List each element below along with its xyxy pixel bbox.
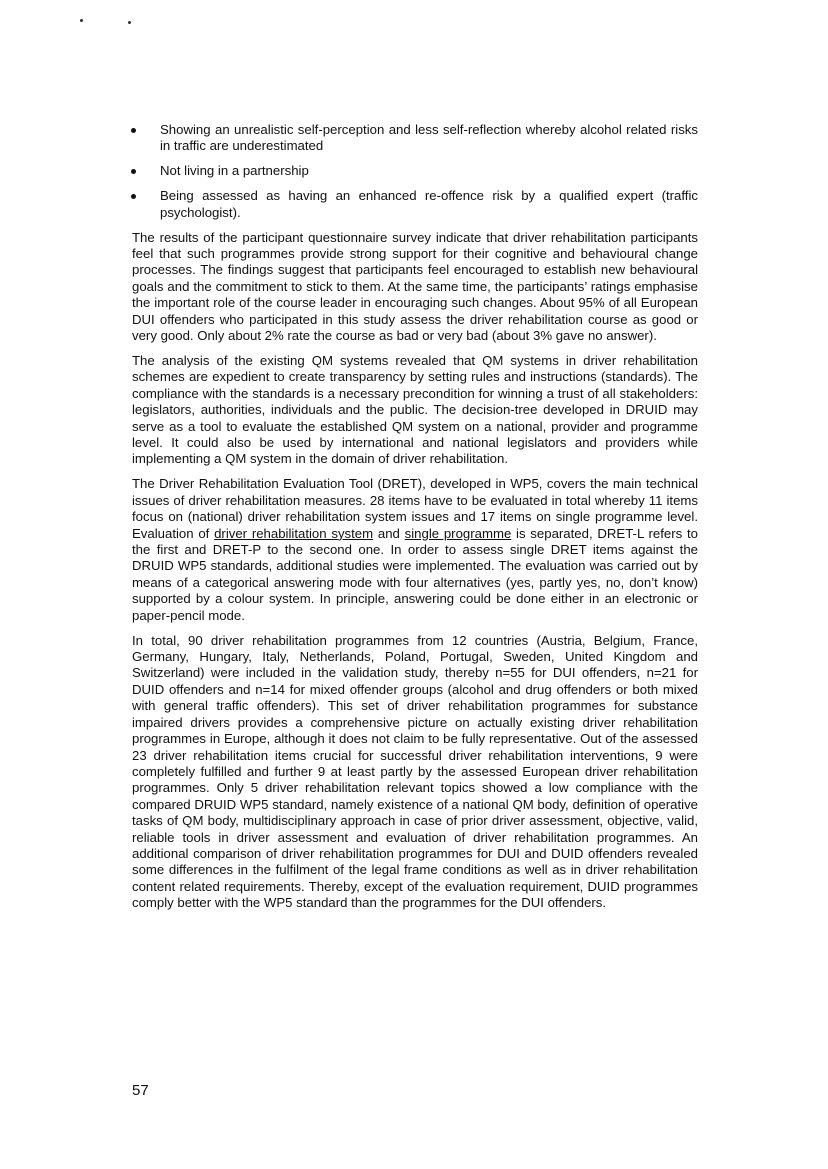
bullet-list xyxy=(132,122,698,221)
paragraph-text: is separated, DRET-L refers to the first and DRET-P to the second one. In order to assess single DRET items against the DRUID WP5 standards, additional studies were implemented. The evaluation was carried out by means of a categorical answering mode with four alternatives (yes, partly yes, no, don’t know) supported by a colour system. In principle, answering could be done either in an electronic or paper-pencil mode. xyxy=(132,525,698,623)
bullet-item xyxy=(132,188,698,221)
bullet-dot-icon xyxy=(131,128,136,133)
page-number: 57 xyxy=(132,1082,149,1099)
bullet-item xyxy=(132,122,698,155)
paragraph-dret xyxy=(132,476,698,624)
paragraph-survey-results: The results of the participant questionnaire survey indicate that driver rehabilitation participants feel that such programmes provide strong support for their cognitive and behavioural change processes. The findings suggest that participants feel encouraged to establish new behavioural goals and the commitment to stick to them. At the same time, the participants’ ratings emphasise the important role of the course leader in encouraging such changes. About 95% of all European DUI offenders who participated in this study assess the driver rehabilitation course as good or very good. Only about 2% rate the course as bad or very bad (about 3% gave no answer). xyxy=(132,229,698,343)
paragraph-validation-study: In total, 90 driver rehabilitation programmes from 12 countries (Austria, Belgium, France, Germany, Hungary, Italy, Netherlands, Poland, Portugal, Sweden, United Kingdom and Switzerland) were included in the validation study, thereby n=55 for DUI offenders, n=21 for DUID offenders and n=14 for mixed offender groups (alcohol and drug offenders or both mixed with general traffic offenders). This set of driver rehabilitation programmes for substance impaired drivers provides a comprehensive picture on actually existing driver rehabilitation programmes in Europe, although it does not claim to be fully representative. Out of the assessed 23 driver rehabilitation items crucial for successful driver rehabilitation interventions, 9 were completely fulfilled and further 9 at least partly by the assessed European driver rehabilitation programmes. Only 5 driver rehabilitation relevant topics showed a low compliance with the compared DRUID WP5 standard, namely existence of a national QM body, definition of operative tasks of QM body, multidisciplinary approach in case of prior driver assessment, objective, valid, reliable tools in driver assessment and evaluation of driver rehabilitation programmes. An additional comparison of driver rehabilitation programmes for DUI and DUID offenders revealed some differences in the fulfilment of the legal frame conditions as well as in driver rehabilitation content related requirements. Thereby, except of the evaluation requirement, DUID programmes comply better with the WP5 standard than the programmes for the DUI offenders. xyxy=(132,632,698,911)
underlined-term: driver rehabilitation system xyxy=(214,525,374,541)
bullet-text: Not living in a partnership xyxy=(160,163,309,179)
paragraph-text: The Driver Rehabilitation Evaluation Tool (DRET), developed in WP5, covers the main technical issues of driver rehabilitation measures. 28 items have to be evaluated in total whereby 11 items focus on (national) driver rehabilitation system issues and 17 items on single programme level. Evaluation of xyxy=(132,476,698,541)
scan-speck xyxy=(80,19,83,22)
underlined-term: single programme xyxy=(404,525,512,541)
bullet-dot-icon xyxy=(131,169,136,174)
bullet-text: Showing an unrealistic self-perception and less self-reflection whereby alcohol related risks in traffic are underestimated xyxy=(160,122,698,154)
bullet-item xyxy=(132,163,698,179)
page-body xyxy=(132,122,698,920)
paragraph-qm-systems: The analysis of the existing QM systems revealed that QM systems in driver rehabilitation schemes are expedient to create transparency by setting rules and instructions (standards). The compliance with the standards is a necessary precondition for winning a trust of all stakeholders: legislators, authorities, individuals and the public. The decision-tree developed in DRUID may serve as a tool to evaluate the established QM system on a national, provider and programme level. It could also be used by international and national legislators and providers while implementing a QM system in the domain of driver rehabilitation. xyxy=(132,352,698,467)
scan-speck xyxy=(128,21,131,24)
bullet-text: Being assessed as having an enhanced re-offence risk by a qualified expert (traffic psychologist). xyxy=(160,188,698,220)
bullet-dot-icon xyxy=(131,194,136,199)
paragraph-text: and xyxy=(373,525,405,541)
